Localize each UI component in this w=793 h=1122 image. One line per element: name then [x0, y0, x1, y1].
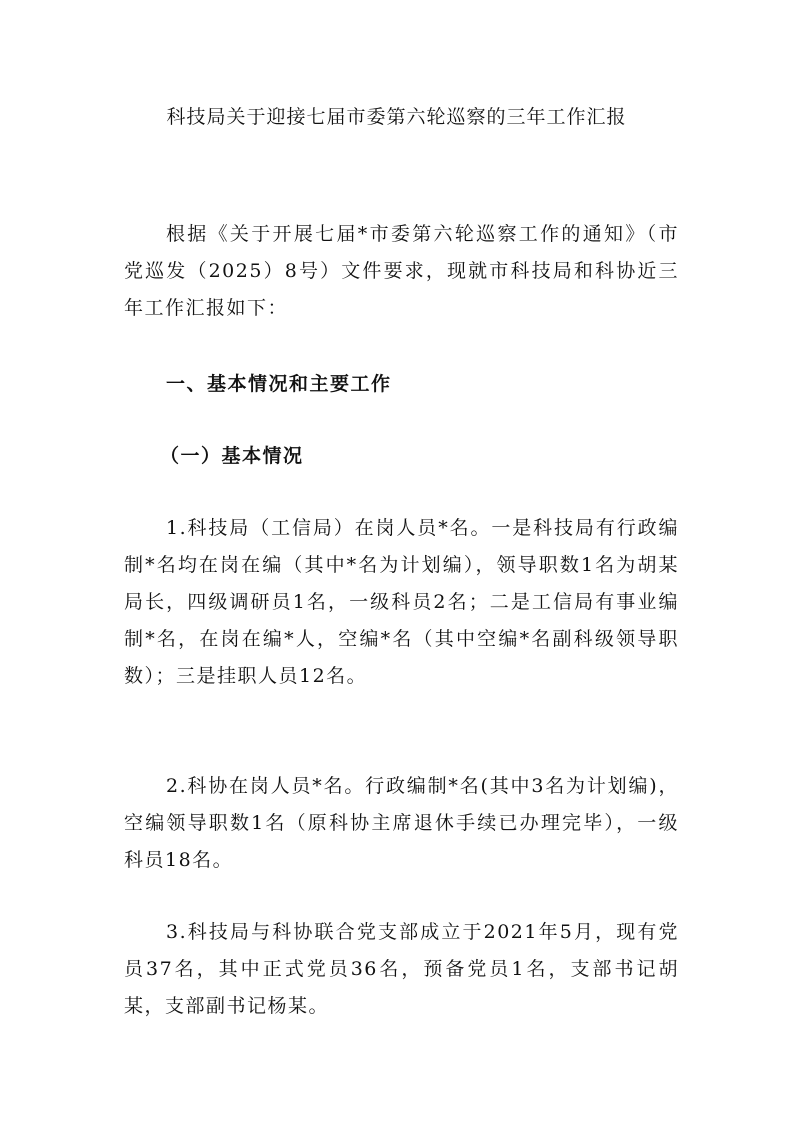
paragraph-item-1: 1.科技局（工信局）在岗人员*名。一是科技局有行政编制*名均在岗在编（其中*名为计划编），领导职数1名为胡某局长，四级调研员1名，一级科员2名；二是工信局有事业编制*名，在岗在编*人，空编*名（其中空编*名副科级领导职数）；三是挂职人员12名。 [124, 517, 679, 687]
section-heading-basic-situation-and-main-work: 一、基本情况和主要工作 [166, 373, 392, 395]
document-title: 科技局关于迎接七届市委第六轮巡察的三年工作汇报 [166, 106, 627, 128]
paragraph-item-3: 3.科技局与科协联合党支部成立于2021年5月，现有党员37名，其中正式党员36名，预备党员1名，支部书记胡某，支部副书记杨某。 [124, 921, 679, 1017]
intro-paragraph: 根据《关于开展七届*市委第六轮巡察工作的通知》（市党巡发（2025）8号）文件要求，现就市科技局和科协近三年工作汇报如下： [124, 223, 679, 319]
paragraph-item-2: 2.科协在岗人员*名。行政编制*名(其中3名为计划编)，空编领导职数1名（原科协主席退休手续已办理完毕），一级科员18名。 [124, 775, 679, 871]
subsection-heading-basic-situation: （一）基本情况 [160, 445, 304, 467]
